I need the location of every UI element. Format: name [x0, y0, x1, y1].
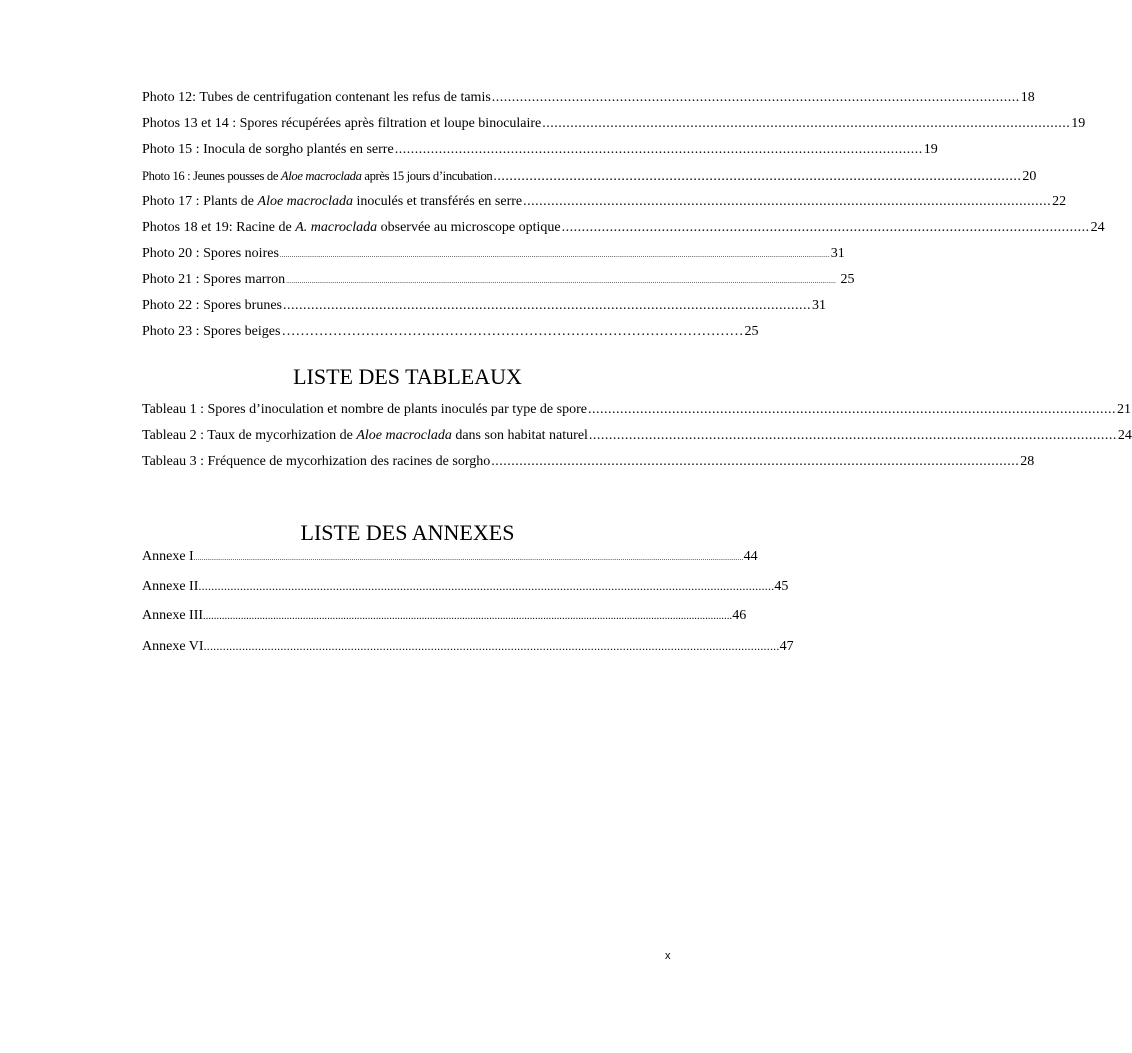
- page-number: 25: [837, 272, 855, 287]
- page-number: 28: [1020, 454, 1035, 469]
- entry-title: Photos 13 et 14 : Spores récupérées après filtration et loupe binoculaire: [142, 116, 542, 131]
- dot-leader: ..........................................................................................................................................................................................................................................................................................: [279, 251, 830, 259]
- page-number: 19: [1071, 116, 1086, 131]
- dot-leader: ....................................................................................................................................: [542, 116, 1071, 131]
- entry-title: Tableau 3 : Fréquence de mycorhization des racines de sorgho: [142, 454, 491, 469]
- toc-entry-annexe-2[interactable]: [142, 577, 789, 596]
- toc-entry-annexe-1[interactable]: [142, 548, 758, 567]
- toc-entry-photo-15[interactable]: [142, 141, 938, 159]
- dot-leader: ....................................................................................................................................: [283, 298, 811, 313]
- entry-title: Photo 22 : Spores brunes: [142, 298, 282, 313]
- entry-title: Photo 16 : Jeunes pousses de Aloe macroclada après 15 jours d’incubation: [142, 169, 493, 183]
- page-number: 19: [923, 142, 938, 157]
- tables-heading: LISTE DES TABLEAUX: [293, 364, 522, 389]
- dot-leader: ..........................................................................................................................................................................................................................................................................................: [286, 277, 837, 285]
- dot-leader: ....................................................................................................................................................................................................: [203, 611, 733, 622]
- entry-title: Photos 18 et 19: Racine de A. macroclada observée au microscope optique: [142, 220, 561, 235]
- dot-leader: ....................................................................................................................................: [491, 454, 1020, 469]
- toc-entry-photo-12[interactable]: [142, 89, 1035, 107]
- entry-title: Annexe III: [142, 608, 204, 623]
- dot-leader: ....................................................................................................................................: [587, 402, 1116, 417]
- page-number: 45: [774, 579, 789, 594]
- page-number: 24: [1090, 220, 1105, 235]
- dot-leader: ..........................................................................................................................................................................................................................................................................................: [193, 554, 744, 562]
- entry-title: Photo 21 : Spores marron: [142, 272, 286, 287]
- page-number: 47: [779, 639, 794, 654]
- dot-leader: ………………………………………………………………………………………: [281, 324, 744, 339]
- page-number: 18: [1020, 90, 1035, 105]
- page-number: 22: [1052, 194, 1067, 209]
- page-number: 21: [1116, 402, 1131, 417]
- toc-entry-photo-18-19[interactable]: [142, 219, 1105, 237]
- dot-leader: ....................................................................................................................................................................................: [198, 579, 775, 593]
- dot-leader: ....................................................................................................................................: [493, 169, 1022, 184]
- dot-leader: ....................................................................................................................................: [394, 142, 923, 157]
- dot-leader: ....................................................................................................................................: [523, 194, 1052, 209]
- toc-entry-table-2[interactable]: [142, 427, 1132, 445]
- page-number: 46: [732, 608, 747, 623]
- entry-title: Annexe VI: [142, 639, 204, 654]
- entry-title: Photo 20 : Spores noires: [142, 246, 279, 261]
- toc-entry-photo-13-14[interactable]: [142, 115, 1086, 133]
- entry-title: Tableau 1 : Spores d’inoculation et nombre de plants inoculés par type de spore: [142, 402, 587, 417]
- entry-title: Annexe I: [142, 549, 194, 564]
- page-number: 44: [743, 549, 758, 564]
- page-number: 25: [744, 324, 759, 339]
- page-number: 24: [1117, 428, 1132, 443]
- toc-entry-table-1[interactable]: [142, 401, 1131, 419]
- toc-entry-table-3[interactable]: [142, 453, 1035, 471]
- dot-leader: ....................................................................................................................................: [561, 220, 1090, 235]
- page-number: 31: [830, 246, 845, 261]
- toc-entry-photo-16[interactable]: [142, 167, 1037, 186]
- toc-entry-photo-23[interactable]: [142, 323, 759, 341]
- page-folio: x: [665, 950, 671, 962]
- dot-leader: ....................................................................................................................................................................................: [203, 639, 780, 653]
- entry-title: Photo 15 : Inocula de sorgho plantés en serre: [142, 142, 394, 157]
- toc-entry-annexe-3[interactable]: [142, 607, 747, 626]
- toc-entry-photo-20[interactable]: [142, 245, 845, 264]
- toc-entry-annexe-6[interactable]: [142, 637, 794, 656]
- entry-title: Photo 23 : Spores beiges: [142, 324, 281, 339]
- toc-entry-photo-22[interactable]: [142, 297, 826, 315]
- dot-leader: ....................................................................................................................................: [588, 428, 1117, 443]
- annexes-heading: LISTE DES ANNEXES: [300, 520, 515, 545]
- entry-title: Photo 17 : Plants de Aloe macroclada inoculés et transférés en serre: [142, 194, 523, 209]
- dot-leader: ....................................................................................................................................: [491, 90, 1020, 105]
- toc-entry-photo-21[interactable]: [142, 271, 855, 290]
- toc-entry-photo-17[interactable]: [142, 193, 1067, 211]
- entry-title: Photo 12: Tubes de centrifugation contenant les refus de tamis: [142, 90, 491, 105]
- page-number: 20: [1022, 169, 1037, 184]
- page-number: 31: [812, 298, 826, 313]
- entry-title: Tableau 2 : Taux de mycorhization de Aloe macroclada dans son habitat naturel: [142, 428, 588, 443]
- entry-title: Annexe II: [142, 579, 199, 594]
